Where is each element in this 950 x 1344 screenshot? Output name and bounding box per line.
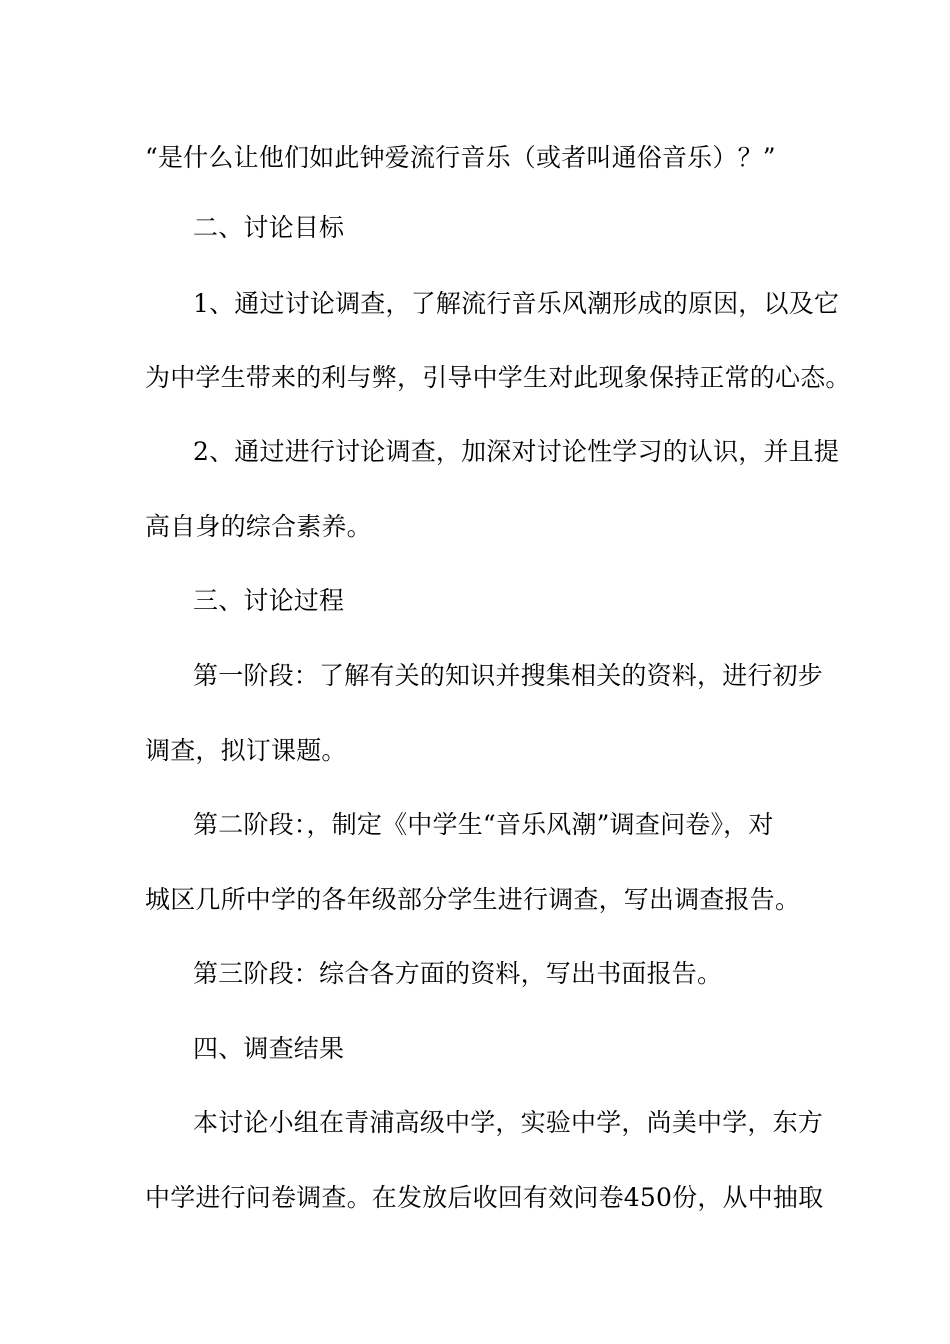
stage-1-line-2: 调查，拟订课题。 — [145, 736, 347, 765]
goal-2-line-2: 高自身的综合素养。 — [145, 512, 372, 541]
section-heading-goals: 二、讨论目标 — [193, 213, 345, 242]
section-heading-process: 三、讨论过程 — [193, 586, 345, 615]
stage-1-line-1: 第一阶段：了解有关的知识并搜集相关的资料，进行初步 — [193, 661, 824, 690]
goal-2-line-1: 2、通过进行讨论调查，加深对讨论性学习的认识，并且提 — [193, 437, 840, 466]
results-line-2: 中学进行问卷调查。在发放后收回有效问卷450份，从中抽取 — [145, 1183, 824, 1212]
stage-3-line: 第三阶段：综合各方面的资料，写出书面报告。 — [193, 959, 723, 988]
goal-1-line-1: 1、通过讨论调查，了解流行音乐风潮形成的原因，以及它 — [193, 289, 840, 318]
section-heading-results: 四、调查结果 — [193, 1034, 345, 1063]
goal-1-line-2: 为中学生带来的利与弊，引导中学生对此现象保持正常的心态。 — [145, 363, 851, 392]
results-line-1: 本讨论小组在青浦高级中学，实验中学，尚美中学，东方 — [193, 1108, 824, 1137]
stage-2-line-2: 城区几所中学的各年级部分学生进行调查，写出调查报告。 — [145, 885, 801, 914]
question-line: “是什么让他们如此钟爱流行音乐（或者叫通俗音乐）？” — [145, 143, 776, 172]
stage-2-line-1: 第二阶段：，制定《中学生“音乐风潮”调查问卷》，对 — [193, 810, 774, 839]
